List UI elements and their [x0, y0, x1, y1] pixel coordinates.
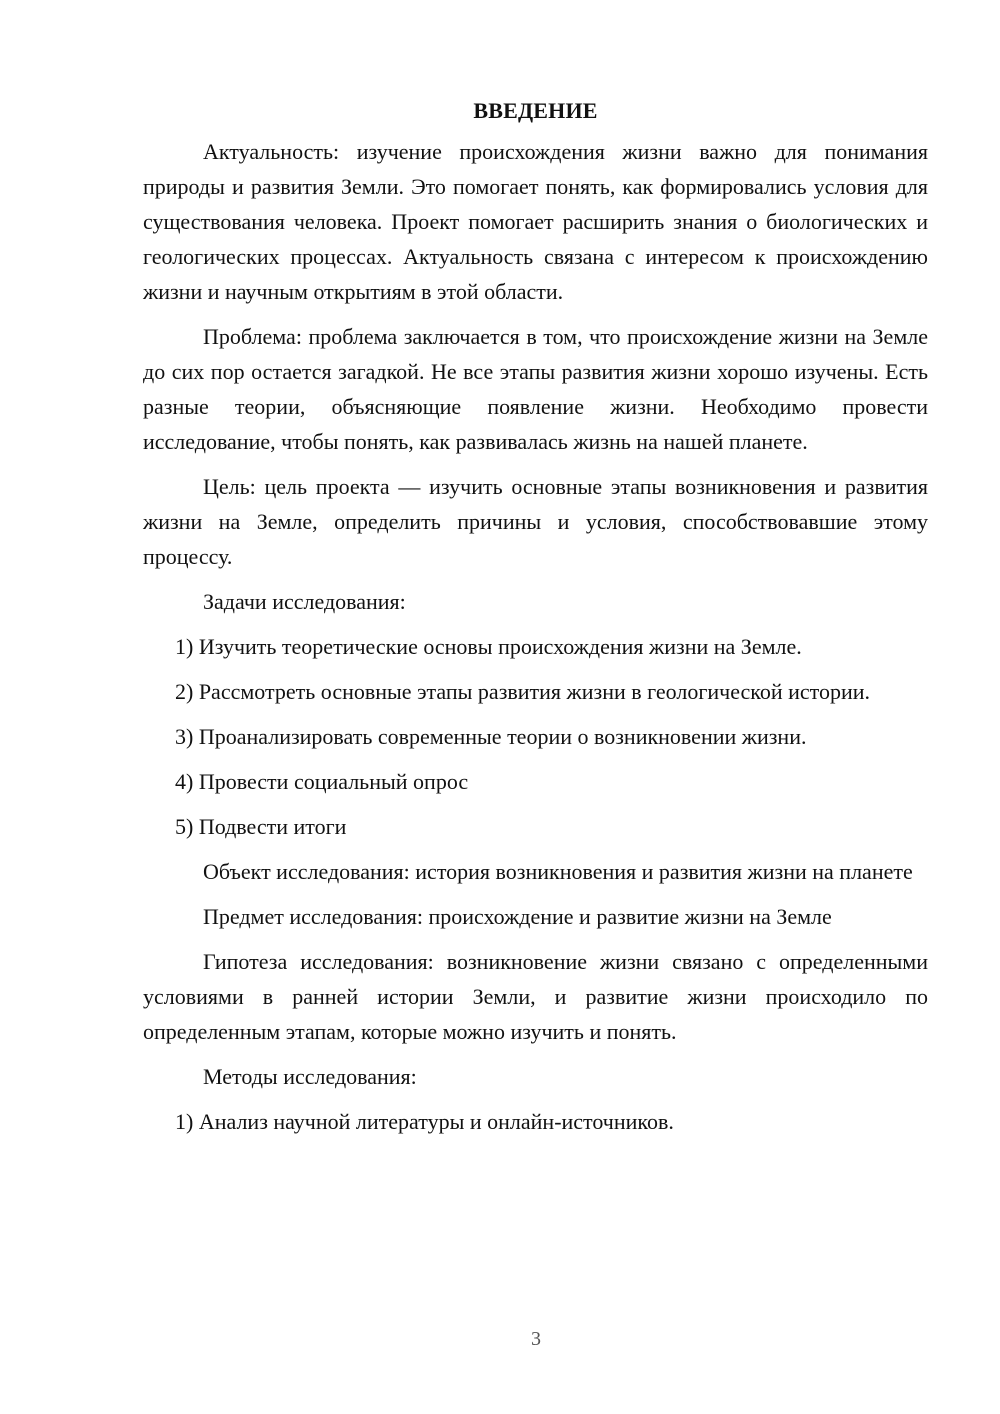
problem-paragraph: Проблема: проблема заключается в том, что происхождение жизни на Земле до сих пор остается загадкой. Не все этапы развития жизни хорошо изучены. Есть разные теории, объясняющие появление жизни. Необходимо провести исследование, чтобы понять, как развивалась жизнь на нашей планете. [143, 324, 928, 454]
task-item-4: 4) Провести социальный опрос [175, 769, 469, 794]
task-item-1: 1) Изучить теоретические основы происхождения жизни на Земле. [175, 634, 802, 659]
methods-heading: Методы исследования: [203, 1064, 417, 1089]
object-paragraph: Объект исследования: история возникновения и развития жизни на планете [203, 859, 913, 884]
tasks-heading: Задачи исследования: [203, 589, 406, 614]
relevance-paragraph: Актуальность: изучение происхождения жизни важно для понимания природы и развития Земли. Это помогает понять, как формировались условия для существования человека. Проект помогает расширить знания о биологических и геологических процессах. Актуальность связана с интересом к происхождению жизни и научным открытиям в этой области. [143, 139, 928, 304]
method-item-1: 1) Анализ научной литературы и онлайн-источников. [175, 1109, 674, 1134]
page-title: ВВЕДЕНИЕ [473, 98, 598, 123]
subject-paragraph: Предмет исследования: происхождение и развитие жизни на Земле [203, 904, 832, 929]
page-number: 3 [531, 1328, 541, 1350]
hypothesis-paragraph: Гипотеза исследования: возникновение жизни связано с определенными условиями в ранней истории Земли, и развитие жизни происходило по определенным этапам, которые можно изучить и понять. [143, 949, 928, 1044]
task-item-5: 5) Подвести итоги [175, 814, 347, 839]
task-item-2: 2) Рассмотреть основные этапы развития жизни в геологической истории. [175, 679, 871, 704]
goal-paragraph: Цель: цель проекта — изучить основные этапы возникновения и развития жизни на Земле, определить причины и условия, способствовавшие этому процессу. [143, 474, 928, 569]
page-content [143, 96, 928, 1139]
task-item-3: 3) Проанализировать современные теории о возникновении жизни. [175, 724, 807, 749]
